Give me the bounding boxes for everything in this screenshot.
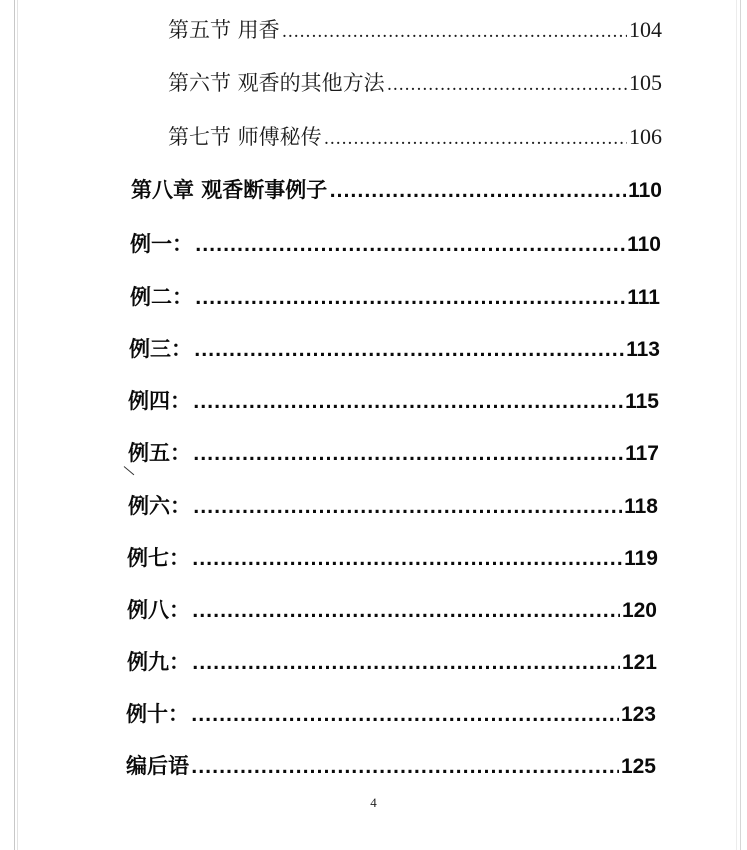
dot-leader bbox=[194, 341, 624, 361]
toc-page-number: 110 bbox=[628, 179, 662, 202]
toc-entry-afterword bbox=[126, 750, 656, 780]
dot-leader bbox=[329, 182, 626, 202]
toc-page-number: 115 bbox=[625, 390, 659, 413]
scan-edge-left bbox=[14, 0, 15, 850]
toc-entry-label: 例十： bbox=[126, 702, 189, 726]
toc-entry-label: 第八章 观香断事例子 bbox=[131, 178, 328, 202]
dot-leader bbox=[193, 445, 623, 465]
toc-entry-label: 例四： bbox=[128, 389, 191, 413]
toc-entry-label: 编后语 bbox=[126, 754, 189, 778]
dot-leader bbox=[195, 236, 625, 256]
toc-page-number: 118 bbox=[624, 495, 658, 518]
toc-entry-label: 第七节 师傅秘传 bbox=[168, 125, 322, 149]
toc-entry-section bbox=[168, 67, 662, 97]
toc-entry-example bbox=[127, 646, 657, 676]
dot-leader bbox=[324, 129, 627, 149]
toc-entry-label: 例八： bbox=[127, 598, 190, 622]
dot-leader bbox=[191, 706, 619, 726]
toc-entry-label: 例九： bbox=[127, 650, 190, 674]
dot-leader bbox=[192, 550, 622, 570]
toc-page-number: 111 bbox=[627, 286, 660, 309]
toc-entry-label: 例五： bbox=[128, 441, 191, 465]
toc-entry-example bbox=[130, 228, 661, 258]
toc-entry-section bbox=[168, 14, 662, 44]
dot-leader bbox=[195, 289, 625, 309]
toc-entry-label: 例一： bbox=[130, 232, 193, 256]
toc-entry-label: 第六节 观香的其他方法 bbox=[168, 71, 385, 95]
toc-entry-section bbox=[168, 121, 662, 151]
toc-entry-example bbox=[129, 333, 660, 363]
toc-page-number: 125 bbox=[620, 755, 656, 778]
footer-page-number: 4 bbox=[370, 795, 377, 810]
dot-leader bbox=[192, 654, 620, 674]
toc-entry-example bbox=[128, 437, 659, 467]
dot-leader bbox=[282, 22, 627, 42]
toc-entry-label: 例七： bbox=[127, 546, 190, 570]
scan-edge-left-inner bbox=[17, 0, 18, 850]
toc-entry-label: 第五节 用香 bbox=[168, 18, 280, 42]
toc-entry-example bbox=[127, 594, 657, 624]
toc-entry-example bbox=[127, 542, 658, 572]
toc-page-number: 121 bbox=[621, 651, 657, 674]
toc-entry-chapter bbox=[131, 174, 662, 204]
toc-entry-label: 例六： bbox=[128, 494, 191, 518]
scan-edge-right-inner bbox=[736, 0, 737, 850]
toc-page-number: 119 bbox=[624, 547, 658, 570]
toc-entry-example bbox=[128, 490, 658, 520]
dot-leader bbox=[193, 498, 622, 518]
toc-entry-example bbox=[126, 698, 656, 728]
toc-page-number: 106 bbox=[629, 124, 662, 149]
toc-page-number: 123 bbox=[620, 703, 656, 726]
scan-edge-right bbox=[740, 0, 741, 850]
toc-page-number: 120 bbox=[621, 599, 657, 622]
toc-entry-label: 例二： bbox=[130, 285, 193, 309]
pen-mark bbox=[124, 466, 135, 475]
toc-page-number: 110 bbox=[627, 233, 661, 256]
dot-leader bbox=[191, 758, 619, 778]
dot-leader bbox=[193, 393, 623, 413]
toc-page-number: 113 bbox=[626, 338, 660, 361]
toc-page-number: 104 bbox=[629, 17, 662, 42]
dot-leader bbox=[192, 602, 620, 622]
toc-page-number: 117 bbox=[625, 442, 659, 465]
toc-entry-example bbox=[128, 385, 659, 415]
toc-entry-example bbox=[130, 281, 660, 311]
toc-page-number: 105 bbox=[629, 70, 662, 95]
dot-leader bbox=[387, 75, 627, 95]
toc-entry-label: 例三： bbox=[129, 337, 192, 361]
